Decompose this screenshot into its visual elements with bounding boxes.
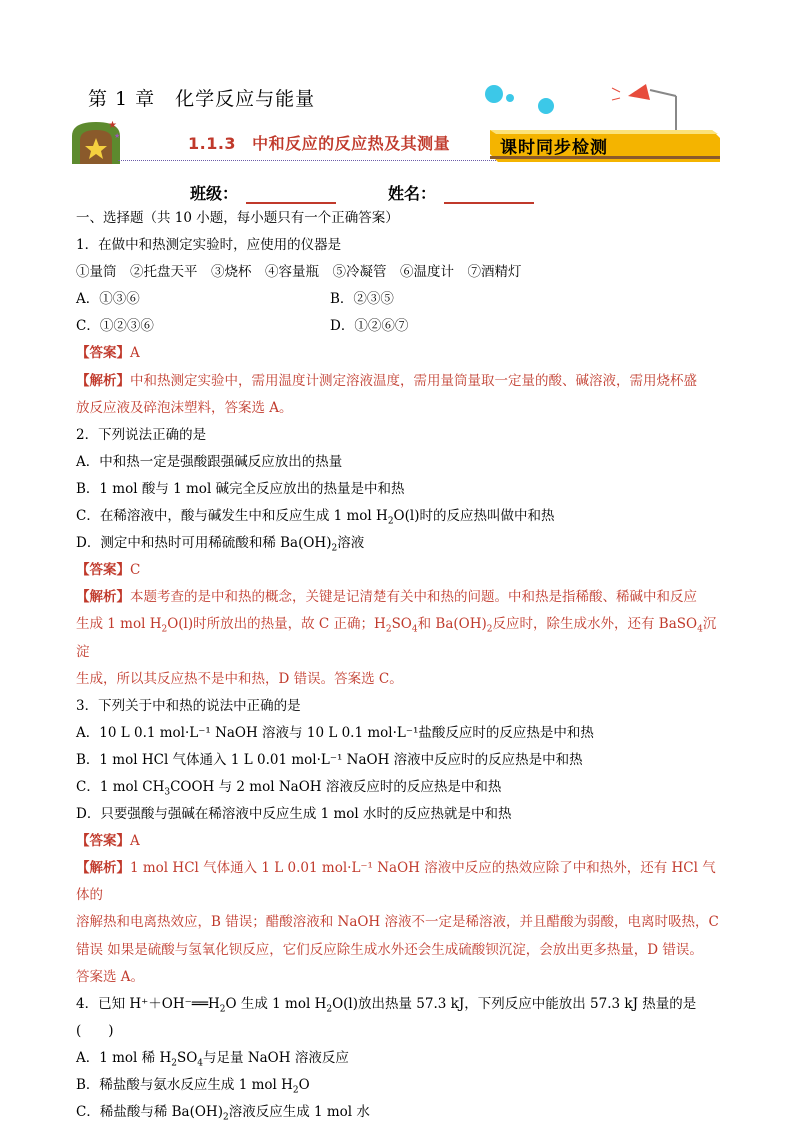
q1-items: ①量筒 ②托盘天平 ③烧杯 ④容量瓶 ⑤冷凝管 ⑥温度计 ⑦酒精灯 — [76, 264, 522, 281]
header-rule — [118, 160, 502, 161]
q3-option-d: D．只要强酸与强碱在稀溶液中反应生成 1 mol 水时的反应热就是中和热 — [76, 806, 512, 823]
q2-analysis-end: 生成，所以其反应热不是中和热，D 错误。答案选 C。 — [76, 670, 403, 687]
q4-option-a: A．1 mol 稀 $H_2SO_4$与足量 NaOH 溶液反应 — [76, 1049, 349, 1069]
section-heading: 一、选择题（共 10 小题，每小题只有一个正确答案） — [76, 210, 399, 226]
q3-answer: 【答案】A — [76, 833, 140, 850]
q2-answer: 【答案】C — [76, 562, 141, 579]
chapter-title — [88, 84, 315, 111]
q1-options-row-2 — [76, 313, 726, 340]
class-blank[interactable] — [246, 186, 336, 204]
lesson-name: 中和反应的反应热及其测量 — [252, 134, 451, 153]
banner-text: 课时同步检测 — [500, 138, 608, 158]
name-label: 姓名： — [388, 184, 437, 203]
q1-option-d: D．①②⑥⑦ — [330, 318, 409, 335]
q2-analysis-cont: 生成 1 mol $H_2O(l)$时所放出的热量，故 C 正确；$H_2SO_4$和 $Ba(OH)_2$反应时，除生成水外，还有 BaSO$_4$沉淀 — [76, 616, 717, 660]
q1-option-a: A．①③⑥ — [76, 291, 140, 308]
chapter-number: 第 1 章 — [88, 88, 156, 110]
q3-option-b: B．1 mol HCl 气体通入 1 L 0.01 mol·L⁻¹ NaOH 溶液中反应时的反应热是中和热 — [76, 751, 583, 768]
q3-analysis-3: 错误 如果是硫酸与氢氧化钡反应，它们反应除生成水外还会生成硫酸钡沉淀，会放出更多热量，D 错误。 — [76, 941, 703, 958]
class-label: 班级： — [190, 184, 239, 203]
q3-option-c: C．1 mol $CH_3COOH$ 与 2 mol NaOH 溶液反应时的反应热是中和热 — [76, 778, 502, 798]
q1-answer: 【答案】A — [76, 345, 140, 362]
q2-analysis: 【解析】本题考查的是中和热的概念，关键是记清楚有关中和热的问题。中和热是指稀酸、稀碱中和反应 — [76, 589, 697, 606]
q1-option-b: B．②③⑤ — [330, 291, 394, 308]
q2-stem: 2．下列说法正确的是 — [76, 426, 207, 443]
q2-option-b: B．1 mol 酸与 1 mol 碱完全反应放出的热量是中和热 — [76, 480, 405, 497]
name-field — [388, 181, 534, 204]
chapter-name: 化学反应与能量 — [175, 88, 316, 110]
q2-option-d: D．测定中和热时可用稀硫酸和稀 $Ba(OH)_2$溶液 — [76, 535, 365, 554]
q2-option-a: A．中和热一定是强酸跟强碱反应放出的热量 — [76, 453, 343, 470]
q1-analysis: 【解析】中和热测定实验中，需用温度计测定溶液温度，需用量筒量取一定量的酸、碱溶液，需用烧杯盛 — [76, 372, 697, 389]
svg-text:★: ★ — [114, 132, 121, 140]
q1-analysis-cont: 放反应液及碎泡沫塑料，答案选 A。 — [76, 399, 293, 416]
class-field — [190, 181, 336, 204]
q4-option-b: B．稀盐酸与氨水反应生成 1 mol $H_2O$ — [76, 1077, 310, 1096]
name-blank[interactable] — [444, 186, 534, 204]
q1-options-row-1 — [76, 286, 726, 313]
lesson-title — [188, 131, 450, 154]
q4-option-c: C．稀盐酸与稀 $Ba(OH)_2$溶液反应生成 1 mol 水 — [76, 1104, 370, 1123]
bubble-dots-icon — [484, 84, 564, 124]
q2-option-c: C．在稀溶液中，酸与碱发生中和反应生成 1 mol $H_2O(l)$时的反应热叫做中和热 — [76, 508, 555, 527]
q4-stem: 4．已知 $H^++OH^-══H_2O$ 生成 1 mol $H_2O(l)$放出热量 57.3 kJ，下列反应中能放出 57.3 kJ 热量的是( ) — [76, 995, 697, 1039]
q3-option-a: A．10 L 0.1 mol·L⁻¹ NaOH 溶液与 10 L 0.1 mol·L⁻¹盐酸反应时的反应热是中和热 — [76, 724, 594, 741]
svg-text:★: ★ — [108, 120, 117, 131]
star-house-icon — [70, 118, 122, 166]
q3-analysis-2: 溶解热和电离热效应，B 错误；醋酸溶液和 NaOH 溶液不一定是稀溶液，并且醋酸为弱酸，电离时吸热，C — [76, 914, 719, 931]
question-list — [76, 205, 726, 1126]
q1-stem: 1．在做中和热测定实验时，应使用的仪器是 — [76, 237, 342, 254]
q3-analysis: 【解析】1 mol HCl 气体通入 1 L 0.01 mol·L⁻¹ NaOH 溶液中反应的热效应除了中和热外，还有 HCl 气体的 — [76, 860, 716, 904]
q3-analysis-4: 答案选 A。 — [76, 968, 145, 985]
q1-option-c: C．①②③⑥ — [76, 318, 154, 335]
desk-lamp-icon — [610, 82, 690, 132]
q3-stem: 3．下列关于中和热的说法中正确的是 — [76, 697, 301, 714]
lesson-number: 1.1.3 — [188, 134, 237, 153]
